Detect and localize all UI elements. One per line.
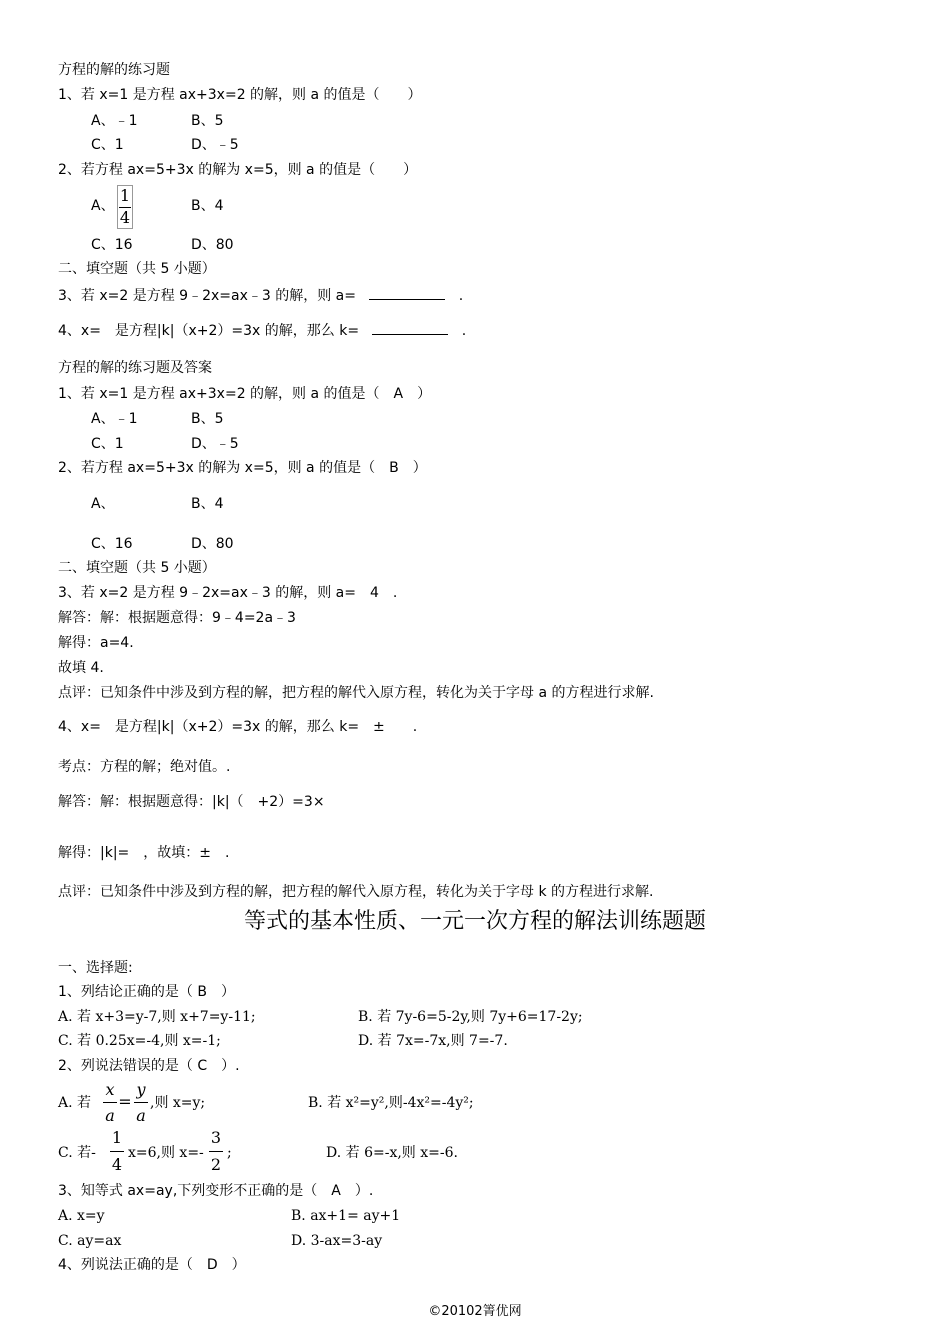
comment-line: 点评：已知条件中涉及到方程的解，把方程的解代入原方程，转化为关于字母 a 的方程进行求解. — [58, 685, 654, 701]
question-4 — [58, 320, 466, 341]
option-a: A、﹣1 — [91, 113, 138, 129]
fraction-numerator: x — [105, 1080, 115, 1099]
option-a: A、﹣1 — [91, 411, 138, 427]
question-4: 4、列说法正确的是（ D ） — [58, 1257, 246, 1273]
question-4: 4、x= 是方程|k|（x+2）=3x 的解，那么 k= ± . — [58, 719, 418, 735]
footer-copyright: ©20102箐优网 — [428, 1304, 522, 1319]
section-title: 方程的解的练习题 — [58, 62, 170, 78]
option-a: A. 若 x+3=y-7,则 x+7=y-11; — [58, 1009, 256, 1025]
option-c: C、16 — [91, 536, 133, 552]
option-d: D、﹣5 — [191, 436, 239, 452]
fraction-numerator: y — [136, 1080, 146, 1099]
option-b: B、4 — [191, 198, 224, 214]
option-b: B. 若 x²=y²,则-4x²=-4y²; — [308, 1095, 474, 1111]
period: . — [458, 288, 464, 304]
option-d: D. 若 6=-x,则 x=-6. — [326, 1145, 458, 1161]
option-d: D、﹣5 — [191, 137, 239, 153]
fraction-denominator: 2 — [210, 1155, 222, 1174]
answer-line: 解得：a=4. — [58, 635, 134, 651]
answer-line: 解答：解：根据题意得：9﹣4=2a﹣3 — [58, 610, 296, 626]
question-4-text: 4、x= 是方程|k|（x+2）=3x 的解，那么 k= — [58, 323, 360, 339]
question-1: 1、列结论正确的是（ B ） — [58, 984, 235, 1000]
section-heading: 二、填空题（共 5 小题） — [58, 560, 216, 576]
fraction-bar — [103, 1102, 117, 1103]
option-c: C. 若 0.25x=-4,则 x=-1; — [58, 1033, 221, 1049]
option-c: C、1 — [91, 137, 124, 153]
answer-blank — [369, 285, 445, 300]
option-b: B、5 — [191, 411, 224, 427]
question-1: 1、若 x=1 是方程 ax+3x=2 的解，则 a 的值是（ A ） — [58, 386, 432, 402]
question-2: 2、若方程 ax=5+3x 的解为 x=5，则 a 的值是（ B ） — [58, 460, 427, 476]
option-b: B. ax+1= ay+1 — [291, 1208, 401, 1224]
fraction-denominator: a — [105, 1106, 115, 1125]
option-d: D. 若 7x=-7x,则 7=-7. — [358, 1033, 508, 1049]
question-2: 2、若方程 ax=5+3x 的解为 x=5，则 a 的值是（ ） — [58, 162, 418, 178]
question-1: 1、若 x=1 是方程 ax+3x=2 的解，则 a 的值是（ ） — [58, 87, 422, 103]
page-title: 等式的基本性质、一元一次方程的解法训练题题 — [243, 909, 706, 934]
question-3 — [58, 285, 463, 306]
option-a: A. x=y — [58, 1208, 105, 1224]
option-c: C、16 — [91, 237, 133, 253]
option-c-middle: x=6,则 x=- — [128, 1145, 204, 1161]
option-c-suffix: ; — [227, 1145, 232, 1161]
section-heading: 二、填空题（共 5 小题） — [58, 261, 216, 277]
option-c-prefix: C. 若- — [58, 1145, 96, 1161]
question-3: 3、若 x=2 是方程 9﹣2x=ax﹣3 的解，则 a= 4 . — [58, 585, 398, 601]
comment-line: 点评：已知条件中涉及到方程的解，把方程的解代入原方程，转化为关于字母 k 的方程进行求解. — [58, 884, 654, 900]
option-c: C. ay=ax — [58, 1233, 122, 1249]
answer-line: 故填 4. — [58, 660, 104, 676]
question-2: 2、列说法错误的是（ C ）. — [58, 1058, 240, 1074]
fraction-denominator: 4 — [119, 208, 131, 227]
equals-sign: = — [118, 1092, 132, 1111]
option-d: D、80 — [191, 237, 234, 253]
fraction-bar — [134, 1102, 148, 1103]
key-point-line: 考点：方程的解；绝对值。. — [58, 759, 231, 775]
fraction-bar — [209, 1151, 223, 1152]
option-b: B、5 — [191, 113, 224, 129]
option-d: D. 3-ax=3-ay — [291, 1233, 383, 1249]
option-b: B. 若 7y-6=5-2y,则 7y+6=17-2y; — [358, 1009, 583, 1025]
answer-blank — [372, 320, 448, 335]
option-a: A、 — [91, 198, 115, 214]
fraction-denominator: a — [136, 1106, 146, 1125]
option-a-prefix: A. 若 — [58, 1095, 92, 1111]
section-title: 方程的解的练习题及答案 — [58, 360, 212, 376]
option-a-suffix: ,则 x=y; — [150, 1095, 206, 1111]
option-a: A、 — [91, 496, 115, 512]
option-b: B、4 — [191, 496, 224, 512]
question-3-text: 3、若 x=2 是方程 9﹣2x=ax﹣3 的解，则 a= — [58, 288, 356, 304]
fraction-numerator: 1 — [119, 186, 131, 205]
section-heading: 一、选择题: — [58, 960, 133, 976]
fraction-numerator: 3 — [210, 1128, 222, 1147]
answer-line: 解得：|k|= ，故填：± . — [58, 845, 230, 861]
option-c: C、1 — [91, 436, 124, 452]
fraction-bar — [110, 1151, 124, 1152]
fraction-denominator: 4 — [111, 1155, 123, 1174]
fraction-numerator: 1 — [111, 1128, 123, 1147]
question-3: 3、知等式 ax=ay,下列变形不正确的是（ A ）. — [58, 1183, 374, 1199]
option-d: D、80 — [191, 536, 234, 552]
period: . — [461, 323, 467, 339]
answer-line: 解答：解：根据题意得：|k|（ +2）=3× — [58, 794, 325, 810]
fraction-one-quarter — [117, 185, 133, 229]
